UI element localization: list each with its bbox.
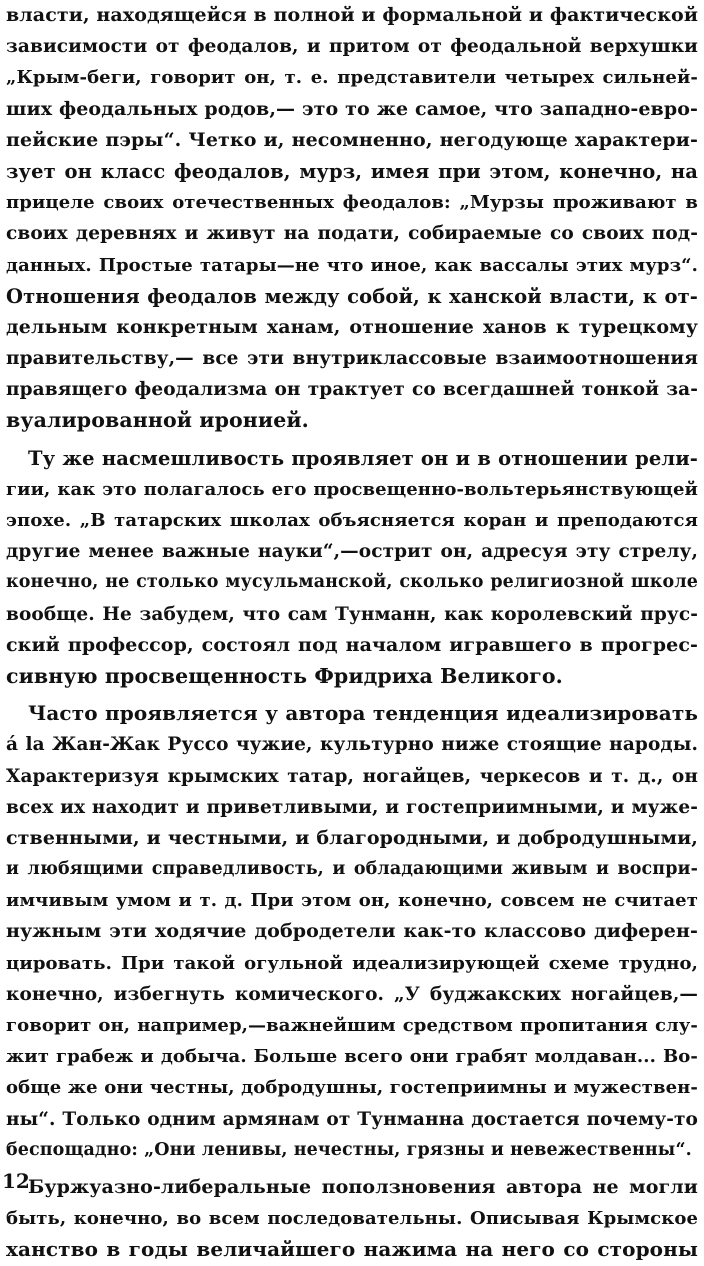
paragraph-4 <box>6 1172 698 1266</box>
text-line: своих деревнях и живут на подати, собираемые со своих под- <box>6 223 698 245</box>
text-line: жит грабеж и добыча. Больше всего они грабят молдаван... Во- <box>6 1046 698 1068</box>
text-line: ский профессор, состоял под началом игравшего в прогрес- <box>6 633 698 656</box>
text-line: другие менее важные науки“,—острит он, адресуя эту стрелу, <box>6 541 698 563</box>
text-line: быть, конечно, во всем последовательны. Описывая Крымское <box>6 1208 698 1230</box>
text-line: всех их находит и приветливыми, и гостеприимными, и муже- <box>6 796 698 818</box>
text-line: Часто проявляется у автора тенденция идеализировать <box>28 701 698 726</box>
text-line: Буржуазно-либеральные поползновения автора не могли <box>28 1175 698 1198</box>
text-line: говорит он, например,—важнейшим средством пропитания слу- <box>6 1015 698 1036</box>
text-line: конечно, избегнуть комического. „У буджакских ногайцев,— <box>6 983 698 1005</box>
text-line: правящего феодализма он трактует со всегдашней тонкой за- <box>6 379 698 401</box>
text-line: ны“. Только одним армянам от Тунманна достается почему-то <box>6 1108 698 1130</box>
text-line: беспощадно: „Они ленивы, нечестны, грязны и невежественны“. <box>6 1139 692 1160</box>
text-line: нужным эти ходячие добродетели как-то классово диферен- <box>6 920 698 943</box>
text-line: сивную просвещенность Фридриха Великого. <box>6 663 563 688</box>
body-text <box>6 0 698 1266</box>
text-line: á la Жан-Жак Руссо чужие, культурно ниже стоящие народы. <box>6 734 698 756</box>
text-line: зависимости от феодалов, и притом от феодальной верхушки <box>6 36 698 58</box>
text-line: Характеризуя крымских татар, ногайцев, черкесов и т. д., он <box>6 765 698 787</box>
text-line: гии, как это полагалось его просвещенно-вольтерьянствующей <box>6 478 698 500</box>
text-line: Отношения феодалов между собой, к ханской власти, к от- <box>6 284 698 308</box>
text-line: ственными, и честными, и благородными, и добродушными, <box>6 826 698 849</box>
text-line: власти, находящейся в полной и формальной и фактической <box>6 4 699 26</box>
text-line: зует он класс феодалов, мурз, имея при этом, конечно, на <box>6 159 698 183</box>
text-line: вообще. Не забудем, что сам Тунманн, как королевский прус- <box>6 603 698 625</box>
text-line: эпохе. „В татарских школах объясняется коран и преподаются <box>6 510 698 531</box>
text-line: конечно, не столько мусульманской, сколько религиозной школе <box>6 572 698 593</box>
text-line: данных. Простые татары—не что иное, как вассалы этих мурз“. <box>6 254 698 276</box>
text-line: имчивым умом и т. д. При этом он, конечно, совсем не считает <box>6 890 698 912</box>
paragraph-1 <box>6 0 698 437</box>
paragraph-3 <box>6 698 698 1166</box>
text-line: ханство в годы величайшего нажима на него со стороны <box>6 1237 698 1262</box>
text-line: „Крым-беги, говорит он, т. е. представители четырех сильней- <box>6 67 698 89</box>
text-line: пейские пэры“. Четко и, несомненно, негодующе характери- <box>6 128 698 151</box>
text-line: и любящими справедливость, и обладающими живым и воспри- <box>6 859 698 880</box>
text-line: дельным конкретным ханам, отношение ханов к турецкому <box>6 315 698 338</box>
text-line: ших феодальных родов,— это то же самое, что западно-евро- <box>6 97 698 120</box>
text-line: вуалированной иронией. <box>6 408 309 433</box>
text-line: обще же они честны, добродушны, гостеприимны и мужествен- <box>6 1077 698 1099</box>
text-line: Ту же насмешливость проявляет он и в отношении рели- <box>28 446 698 470</box>
text-line: цировать. При такой огульной идеализирующей схеме трудно, <box>6 952 698 974</box>
paragraph-2 <box>6 443 698 693</box>
text-line: прицеле своих отечественных феодалов: „Мурзы проживают в <box>6 192 698 214</box>
page-number: 12 <box>2 1169 30 1193</box>
text-line: правительству,— все эти внутриклассовые взаимоотношения <box>6 348 698 370</box>
